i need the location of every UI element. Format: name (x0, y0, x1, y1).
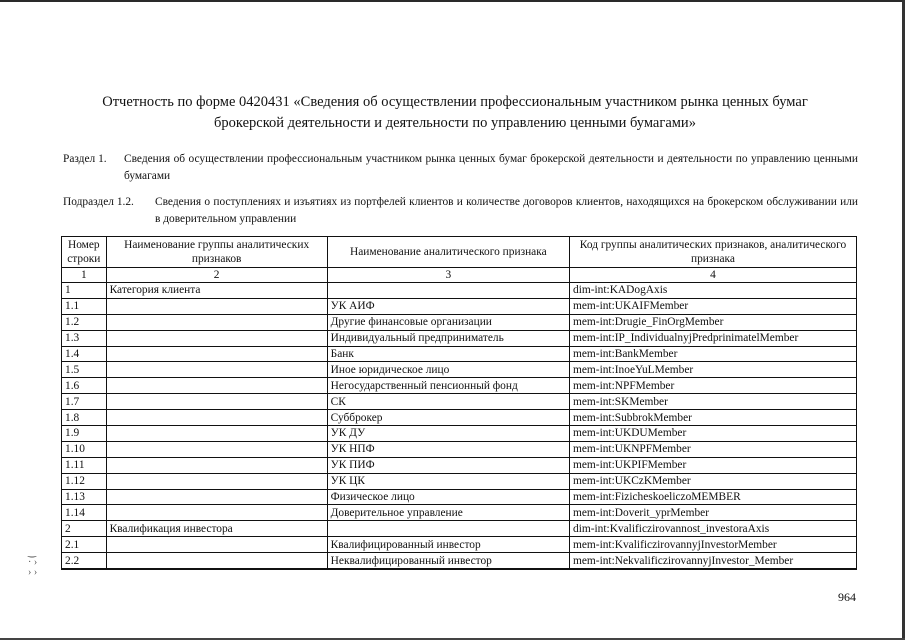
group-name-cell (106, 457, 327, 473)
subsection-text: Сведения о поступлениях и изъятиях из портфелей клиентов и количестве договоров клиентов, находящихся на брокерском обслуживании или в доверительном управлении (155, 196, 858, 225)
attribute-name-cell (327, 283, 569, 299)
section-heading (63, 151, 858, 185)
table-row (62, 362, 857, 378)
attribute-name-cell: УК ДУ (327, 426, 569, 442)
code-cell: mem-int:Doverit_yprMember (570, 505, 857, 521)
attribute-name-cell: Негосударственный пенсионный фонд (327, 378, 569, 394)
code-cell: mem-int:UKCzKMember (570, 473, 857, 489)
table-row (62, 346, 857, 362)
group-name-cell (106, 553, 327, 569)
group-name-cell (106, 426, 327, 442)
table-row (62, 394, 857, 410)
table-header-row (62, 237, 857, 268)
row-number-cell: 1.9 (62, 426, 107, 442)
row-number-cell: 1.11 (62, 457, 107, 473)
column-number: 3 (327, 268, 569, 283)
code-cell: mem-int:UKNPFMember (570, 441, 857, 457)
attribute-name-cell: Физическое лицо (327, 489, 569, 505)
row-number-cell: 1.4 (62, 346, 107, 362)
attribute-name-cell: Иное юридическое лицо (327, 362, 569, 378)
row-number-cell: 1.1 (62, 298, 107, 314)
attribute-name-cell: Субброкер (327, 410, 569, 426)
code-cell: mem-int:BankMember (570, 346, 857, 362)
table-row (62, 473, 857, 489)
subsection-heading (63, 194, 858, 228)
margin-scan-marks: ‿ · › › › (28, 547, 38, 578)
row-number-cell: 1 (62, 283, 107, 299)
code-cell: mem-int:UKDUMember (570, 426, 857, 442)
section-label: Раздел 1. (63, 153, 107, 165)
code-cell: mem-int:KvalificzirovannyjInvestorMember (570, 537, 857, 553)
code-cell: mem-int:FizicheskoeliczoMEMBER (570, 489, 857, 505)
attribute-name-cell: Другие финансовые организации (327, 314, 569, 330)
table-row (62, 489, 857, 505)
header-code: Код группы аналитических признаков, аналитического признака (570, 237, 857, 268)
table-row (62, 314, 857, 330)
code-cell: mem-int:SKMember (570, 394, 857, 410)
attribute-name-cell: УК АИФ (327, 298, 569, 314)
code-cell: mem-int:NPFMember (570, 378, 857, 394)
table-row (62, 537, 857, 553)
row-number-cell: 1.8 (62, 410, 107, 426)
row-number-cell: 1.6 (62, 378, 107, 394)
row-number-cell: 1.14 (62, 505, 107, 521)
table-row (62, 505, 857, 521)
group-name-cell (106, 489, 327, 505)
group-name-cell (106, 378, 327, 394)
group-name-cell (106, 314, 327, 330)
group-name-cell (106, 330, 327, 346)
column-number: 1 (62, 268, 107, 283)
table-row (62, 283, 857, 299)
header-attribute-name: Наименование аналитического признака (327, 237, 569, 268)
group-name-cell (106, 410, 327, 426)
table-row (62, 553, 857, 569)
code-cell: mem-int:IP_IndividualnyjPredprinimatelMember (570, 330, 857, 346)
group-name-cell (106, 362, 327, 378)
page-number: 964 (838, 590, 856, 604)
group-name-cell (106, 473, 327, 489)
subsection-label: Подраздел 1.2. (63, 196, 134, 208)
code-cell: mem-int:UKPIFMember (570, 457, 857, 473)
group-name-cell: Квалификация инвестора (106, 521, 327, 537)
table-column-numbers-row (62, 268, 857, 283)
group-name-cell (106, 298, 327, 314)
code-cell: mem-int:InoeYuLMember (570, 362, 857, 378)
analytics-table (61, 236, 857, 570)
attribute-name-cell: УК ЦК (327, 473, 569, 489)
table-row (62, 378, 857, 394)
table-body (62, 283, 857, 570)
table-row (62, 330, 857, 346)
attribute-name-cell: Доверительное управление (327, 505, 569, 521)
row-number-cell: 2.2 (62, 553, 107, 569)
row-number-cell: 1.13 (62, 489, 107, 505)
attribute-name-cell: Банк (327, 346, 569, 362)
document-title (60, 92, 850, 134)
page-edge-top (0, 0, 905, 2)
code-cell: mem-int:SubbrokMember (570, 410, 857, 426)
row-number-cell: 1.5 (62, 362, 107, 378)
attribute-name-cell: Квалифицированный инвестор (327, 537, 569, 553)
document-title-line-2: брокерской деятельности и деятельности по управлению ценными бумагами» (214, 115, 696, 131)
row-number-cell: 1.12 (62, 473, 107, 489)
code-cell: mem-int:NekvalificzirovannyjInvestor_Member (570, 553, 857, 569)
group-name-cell (106, 394, 327, 410)
code-cell: mem-int:UKAIFMember (570, 298, 857, 314)
row-number-cell: 1.10 (62, 441, 107, 457)
code-cell: dim-int:KADogAxis (570, 283, 857, 299)
column-number: 4 (570, 268, 857, 283)
table-row (62, 457, 857, 473)
row-number-cell: 1.2 (62, 314, 107, 330)
table-row (62, 441, 857, 457)
group-name-cell: Категория клиента (106, 283, 327, 299)
row-number-cell: 1.3 (62, 330, 107, 346)
attribute-name-cell: Неквалифицированный инвестор (327, 553, 569, 569)
code-cell: dim-int:Kvalificzirovannost_investoraAxis (570, 521, 857, 537)
attribute-name-cell: СК (327, 394, 569, 410)
attribute-name-cell: УК ПИФ (327, 457, 569, 473)
group-name-cell (106, 505, 327, 521)
attribute-name-cell: Индивидуальный предприниматель (327, 330, 569, 346)
document-title-line-1: Отчетность по форме 0420431 «Сведения об осуществлении профессиональным участником рынка ценных бумаг (102, 94, 808, 110)
table-row (62, 426, 857, 442)
attribute-name-cell: УК НПФ (327, 441, 569, 457)
row-number-cell: 2 (62, 521, 107, 537)
table-row (62, 410, 857, 426)
attribute-name-cell (327, 521, 569, 537)
group-name-cell (106, 346, 327, 362)
column-number: 2 (106, 268, 327, 283)
code-cell: mem-int:Drugie_FinOrgMember (570, 314, 857, 330)
table-row (62, 298, 857, 314)
section-text: Сведения об осуществлении профессиональным участником рынка ценных бумаг брокерской деятельности и деятельности по управлению ценными бумагами (124, 153, 858, 182)
header-group-name: Наименование группы аналитических признаков (106, 237, 327, 268)
row-number-cell: 1.7 (62, 394, 107, 410)
header-row-number: Номер строки (62, 237, 107, 268)
row-number-cell: 2.1 (62, 537, 107, 553)
group-name-cell (106, 441, 327, 457)
group-name-cell (106, 537, 327, 553)
table-row (62, 521, 857, 537)
